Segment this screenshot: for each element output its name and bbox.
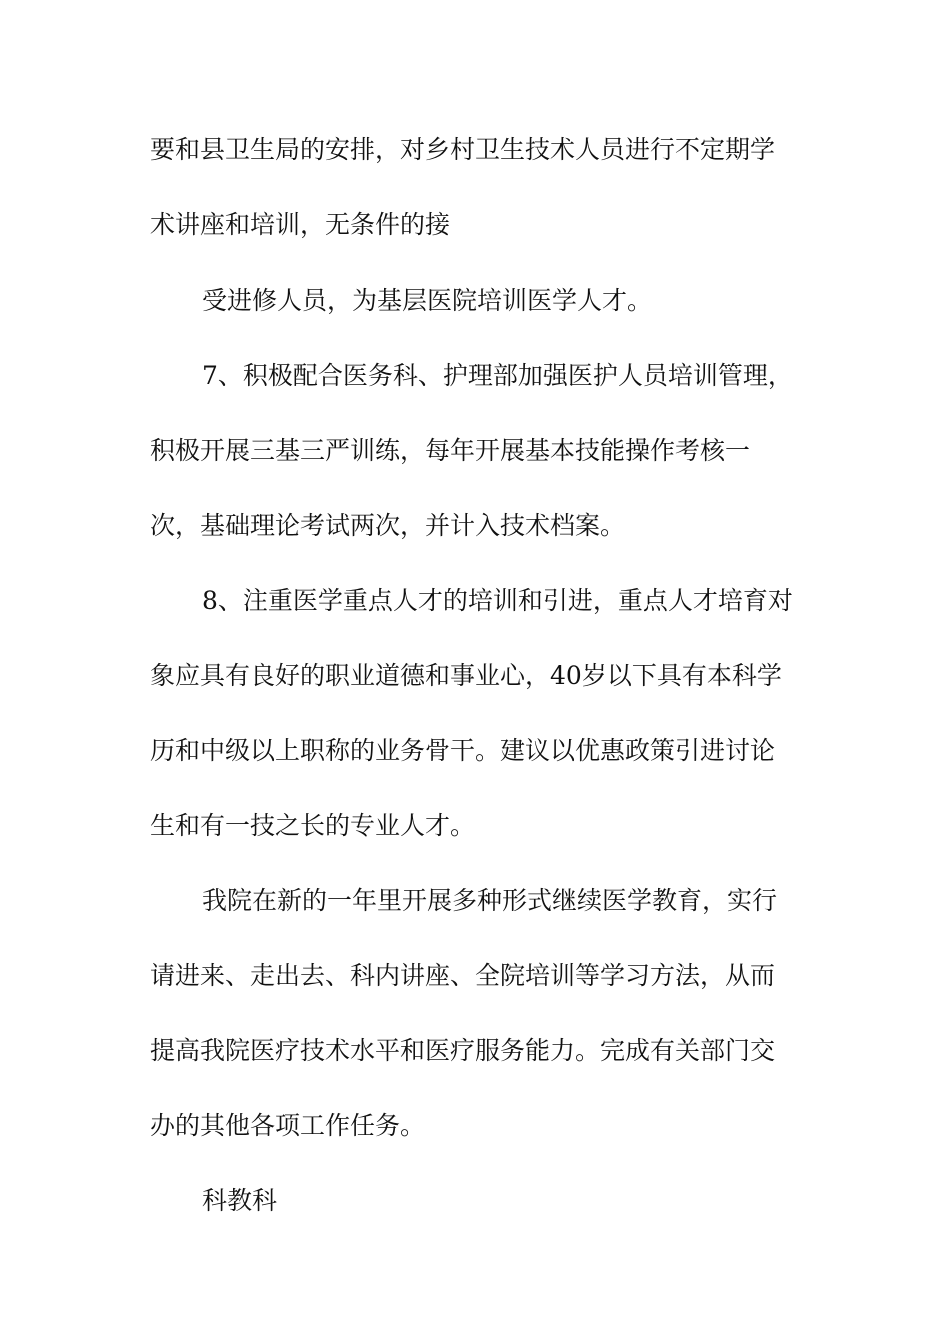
text-line: 我院在新的一年里开展多种形式继续医学教育，实行: [202, 886, 778, 915]
text-line: 历和中级以上职称的业务骨干。建议以优惠政策引进讨论: [150, 736, 776, 765]
text-line: 提高我院医疗技术水平和医疗服务能力。完成有关部门交: [150, 1036, 776, 1065]
text-line: 受进修人员，为基层医院培训医学人才。: [202, 286, 653, 315]
text-line: 办的其他各项工作任务。: [150, 1111, 426, 1140]
text-line: 请进来、走出去、科内讲座、全院培训等学习方法，从而: [150, 961, 776, 990]
text-line: 次，基础理论考试两次，并计入技术档案。: [150, 511, 626, 540]
text-line: 象应具有良好的职业道德和事业心，40岁以下具有本科学: [150, 661, 782, 690]
text-line: 7、积极配合医务科、护理部加强医护人员培训管理，: [202, 361, 793, 390]
text-line: 要和县卫生局的安排，对乡村卫生技术人员进行不定期学: [150, 135, 776, 164]
signature-department: 科教科: [202, 1186, 278, 1215]
text-line: 8、注重医学重点人才的培训和引进，重点人才培育对: [202, 586, 793, 615]
text-line: 积极开展三基三严训练，每年开展基本技能操作考核一: [150, 436, 751, 465]
text-line: 术讲座和培训，无条件的接: [150, 210, 451, 239]
text-line: 生和有一技之长的专业人才。: [150, 811, 476, 840]
